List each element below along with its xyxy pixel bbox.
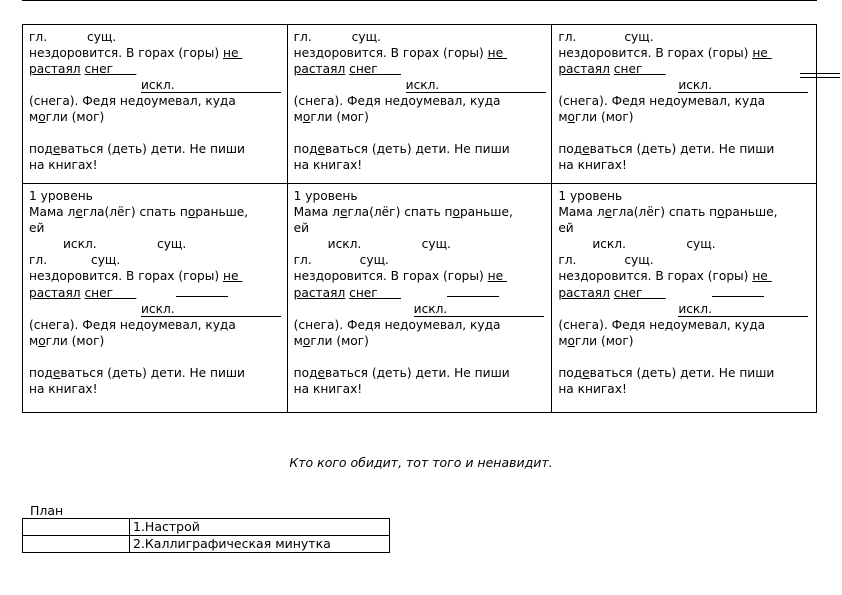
pos-label-noun: сущ.	[359, 253, 389, 267]
underlined-word: не	[487, 46, 504, 60]
underlined-letter: о	[302, 110, 311, 124]
underlined-word: не	[487, 269, 504, 283]
underlined-word: снег	[84, 286, 114, 300]
card-bottom-1	[23, 184, 288, 413]
underlined-word: не	[223, 46, 239, 60]
text-part: ваться (деть) дети. Не пиши	[60, 366, 245, 380]
sentence-line-4	[294, 284, 546, 301]
pos-labels-line	[29, 252, 281, 268]
pos-label-verb: гл.	[558, 253, 577, 267]
text-part: м	[293, 110, 303, 124]
sentence-line-2	[558, 61, 810, 77]
underlined-letter: о	[717, 205, 725, 219]
underlined-word: не	[752, 46, 768, 60]
text-part: гла(лёг) спать п	[612, 205, 718, 219]
double-rule-mark	[800, 73, 840, 78]
exception-label: искл.	[592, 237, 626, 251]
sentence-line-3	[558, 268, 810, 284]
pos-labels-line	[294, 29, 546, 45]
text-part: ваться (деть) дети. Не пиши	[325, 142, 510, 156]
exception-text: искл.	[678, 302, 712, 316]
underlined-letter: е	[582, 366, 590, 380]
iskl-line	[29, 301, 281, 317]
underlined-letter: е	[317, 142, 326, 156]
underlined-word: снег	[84, 62, 114, 76]
underlined-word: не	[752, 269, 768, 283]
sentence-line-4	[294, 109, 546, 125]
underlined-letter: о	[567, 110, 575, 124]
plan-title: План	[30, 503, 64, 518]
sentence-text: нездоровится. В горах (горы)	[558, 269, 753, 283]
pos-labels-line-2	[29, 236, 281, 252]
text-part: ваться (деть) дети. Не пиши	[589, 142, 775, 156]
underlined-letter: о	[38, 110, 46, 124]
sentence-line-6: на книгах!	[293, 158, 363, 172]
text-part: м	[558, 334, 568, 348]
sentence-line-5: (снега). Федя недоумевал, куда	[293, 318, 501, 332]
sentence-line-1	[29, 45, 281, 61]
pos-label-noun: сущ.	[351, 30, 381, 44]
underlined-word: растаял	[29, 62, 81, 76]
plan-row	[23, 519, 390, 536]
underlined-word: снег	[613, 62, 643, 76]
exception-text: искл.	[413, 302, 448, 316]
plan-item: 1.Настрой	[130, 519, 390, 536]
pos-label-noun: сущ.	[87, 30, 117, 44]
sentence-line-5	[294, 141, 546, 157]
underlined-word: растаял	[558, 62, 610, 76]
underlined-word: снег	[613, 286, 643, 300]
text-part: ваться (деть) дети. Не пиши	[325, 366, 510, 380]
blank-line	[176, 284, 228, 297]
spacer	[294, 125, 546, 141]
pos-labels-line	[558, 29, 810, 45]
text-part: гли (мог)	[574, 334, 634, 348]
cards-row-top	[23, 25, 817, 184]
plan-table	[22, 518, 390, 553]
sentence-line-3: (снега). Федя недоумевал, куда	[29, 94, 236, 108]
iskl-line	[558, 301, 810, 317]
iskl-line	[558, 77, 810, 93]
level-label: 1 уровень	[29, 189, 93, 203]
pos-label-noun: сущ.	[157, 237, 187, 251]
sentence-text: нездоровится. В горах (горы)	[293, 46, 488, 60]
sentence-line-4	[558, 109, 810, 125]
exception-text: искл.	[141, 78, 175, 92]
pos-label-verb: гл.	[293, 253, 312, 267]
sentence-line-3: (снега). Федя недоумевал, куда	[558, 94, 766, 108]
sentence-line-8: на книгах!	[293, 382, 363, 396]
underlined-letter: е	[52, 366, 61, 380]
iskl-line	[294, 301, 546, 317]
pos-label-noun: сущ.	[686, 237, 716, 251]
pos-labels-line	[29, 29, 281, 45]
sentence-line-1	[29, 204, 281, 220]
text-part: м	[293, 334, 303, 348]
text-part: под	[29, 142, 53, 156]
sentence-line-5: (снега). Федя недоумевал, куда	[29, 318, 236, 332]
exception-label	[414, 301, 544, 317]
text-part: Мама л	[558, 205, 605, 219]
plan-empty-cell	[23, 519, 130, 536]
text-part: гли (мог)	[45, 334, 105, 348]
sentence-line-5	[29, 141, 281, 157]
text-part: гла(лёг) спать п	[347, 205, 453, 219]
sentence-line-8: на книгах!	[558, 382, 627, 396]
underlined-letter: е	[604, 205, 613, 219]
sentence-line-5	[558, 141, 810, 157]
iskl-line	[294, 77, 546, 93]
underlined-word: растаял	[293, 286, 346, 300]
card-top-2	[287, 25, 552, 184]
text-part: раньше,	[724, 205, 778, 219]
text-part: гла(лёг) спать п	[82, 205, 188, 219]
exception-label: искл.	[327, 237, 362, 251]
pos-label-noun: сущ.	[421, 237, 451, 251]
sentence-line-4	[29, 284, 281, 301]
underlined-word: не	[223, 269, 239, 283]
plan-row	[23, 536, 390, 553]
sentence-line-7	[558, 365, 810, 381]
underlined-letter: е	[317, 366, 326, 380]
sentence-line-5: (снега). Федя недоумевал, куда	[558, 318, 766, 332]
text-part: гли (мог)	[310, 110, 369, 124]
sentence-line-3: (снега). Федя недоумевал, куда	[293, 94, 501, 108]
sentence-line-4	[29, 109, 281, 125]
sentence-line-1	[558, 45, 810, 61]
sentence-line-6	[294, 333, 546, 349]
card-top-1	[23, 25, 288, 184]
pos-label-noun: сущ.	[91, 253, 121, 267]
sentence-line-1	[294, 204, 546, 220]
sentence-text: нездоровится. В горах (горы)	[293, 269, 488, 283]
text-part: Мама л	[293, 205, 340, 219]
spacer	[294, 349, 546, 365]
pos-label-noun: сущ.	[624, 253, 654, 267]
card-bottom-2	[287, 184, 552, 413]
exception-text: искл.	[405, 78, 440, 92]
pos-label-verb: гл.	[29, 253, 48, 267]
sentence-line-1	[558, 204, 810, 220]
sentence-text: нездоровится. В горах (горы)	[29, 269, 223, 283]
text-part: ваться (деть) дети. Не пиши	[589, 366, 775, 380]
spacer	[29, 349, 281, 365]
proverb-text: Кто кого обидит, тот того и ненавидит.	[289, 455, 553, 470]
text-part: гли (мог)	[310, 334, 369, 348]
page-top-border	[22, 0, 817, 1]
exception-text: искл.	[678, 78, 712, 92]
card-top-3	[552, 25, 817, 184]
text-part: м	[29, 334, 39, 348]
underlined-letter: е	[52, 142, 61, 156]
level-label: 1 уровень	[293, 189, 358, 203]
underlined-letter: о	[302, 334, 311, 348]
pos-labels-line-2	[294, 236, 546, 252]
pos-labels-line-2	[558, 236, 810, 252]
text-part: гли (мог)	[574, 110, 634, 124]
text-part: раньше,	[459, 205, 513, 219]
text-part: под	[558, 142, 583, 156]
text-part: под	[293, 142, 318, 156]
exception-label: искл.	[63, 237, 97, 251]
sentence-line-6	[29, 333, 281, 349]
sentence-line-1	[294, 45, 546, 61]
exception-label	[141, 301, 281, 317]
pos-label-verb: гл.	[558, 30, 577, 44]
underlined-letter: е	[339, 205, 348, 219]
sentence-text: нездоровится. В горах (горы)	[29, 46, 223, 60]
underlined-letter: о	[452, 205, 460, 219]
exception-text: искл.	[141, 302, 175, 316]
iskl-line	[29, 77, 281, 93]
pos-labels-line	[294, 252, 546, 268]
spacer	[558, 349, 810, 365]
underlined-letter: о	[187, 205, 196, 219]
exception-label	[141, 77, 281, 93]
pos-labels-line	[558, 252, 810, 268]
exception-label	[678, 77, 808, 93]
sentence-line-2: ей	[558, 221, 574, 235]
worksheet-cards-table	[22, 24, 817, 413]
sentence-line-2	[29, 61, 281, 77]
plan-empty-cell	[23, 536, 130, 553]
pos-label-verb: гл.	[293, 30, 312, 44]
sentence-line-3	[29, 268, 281, 284]
underlined-letter: о	[38, 334, 46, 348]
underlined-word: снег	[349, 62, 378, 76]
cards-row-bottom	[23, 184, 817, 413]
text-part: Мама л	[29, 205, 76, 219]
sentence-text: нездоровится. В горах (горы)	[558, 46, 753, 60]
underlined-letter: о	[567, 334, 575, 348]
sentence-line-7	[29, 365, 281, 381]
exception-label	[678, 301, 808, 317]
sentence-line-8: на книгах!	[29, 382, 98, 396]
plan-item: 2.Каллиграфическая минутка	[130, 536, 390, 553]
sentence-line-2: ей	[29, 221, 45, 235]
pos-label-noun: сущ.	[624, 30, 654, 44]
sentence-line-2	[294, 61, 546, 77]
spacer	[29, 125, 281, 141]
underlined-word: растаял	[293, 62, 346, 76]
text-part: под	[29, 366, 53, 380]
text-part: раньше,	[195, 205, 249, 219]
text-part: м	[558, 110, 568, 124]
text-part: гли (мог)	[45, 110, 105, 124]
text-part: м	[29, 110, 39, 124]
sentence-line-4	[558, 284, 810, 301]
pos-label-verb: гл.	[29, 30, 48, 44]
text-part: под	[293, 366, 318, 380]
exception-label	[406, 77, 546, 93]
level-label: 1 уровень	[558, 189, 623, 203]
sentence-line-3	[294, 268, 546, 284]
underlined-word: растаял	[558, 286, 610, 300]
sentence-line-7	[294, 365, 546, 381]
sentence-line-2: ей	[293, 221, 310, 235]
blank-line	[447, 284, 499, 297]
underlined-word: снег	[349, 286, 378, 300]
underlined-word: растаял	[29, 286, 81, 300]
underlined-letter: е	[75, 205, 83, 219]
card-bottom-3	[552, 184, 817, 413]
sentence-line-6	[558, 333, 810, 349]
sentence-line-6: на книгах!	[558, 158, 627, 172]
text-part: ваться (деть) дети. Не пиши	[60, 142, 245, 156]
spacer	[558, 125, 810, 141]
underlined-letter: е	[582, 142, 590, 156]
text-part: под	[558, 366, 583, 380]
sentence-line-6: на книгах!	[29, 158, 98, 172]
blank-line	[712, 284, 764, 297]
